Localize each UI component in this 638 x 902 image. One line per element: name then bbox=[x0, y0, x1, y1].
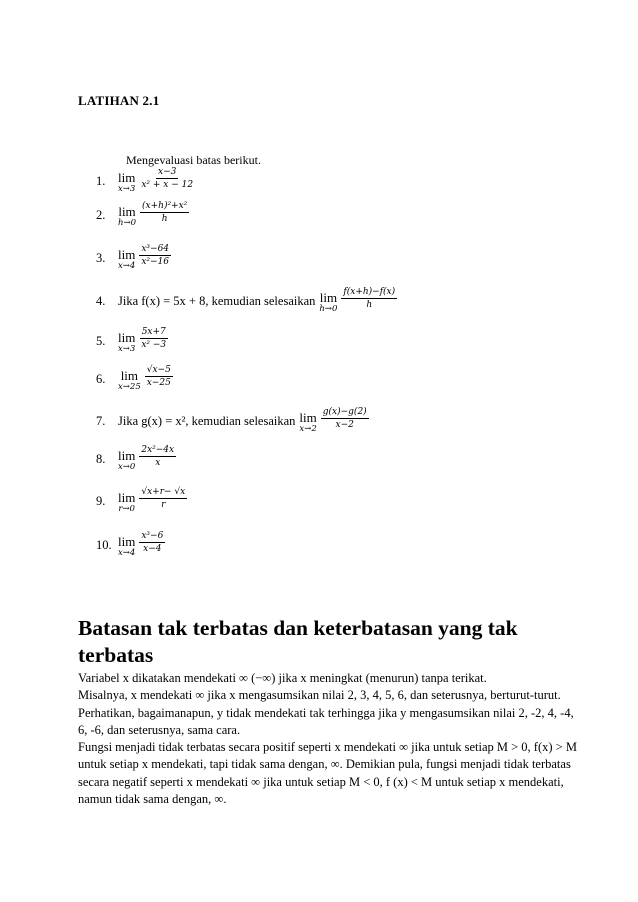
lim-subscript: r→0 bbox=[118, 503, 135, 514]
exercise-item bbox=[96, 201, 189, 228]
item-prefix: Jika f(x) = 5x + 8, kemudian selesaikan bbox=[118, 294, 316, 309]
lim-word: lim bbox=[120, 367, 139, 383]
limit-operator bbox=[118, 331, 135, 354]
denominator: r bbox=[161, 500, 166, 511]
fraction bbox=[321, 407, 369, 431]
denominator: x² + x − 12 bbox=[141, 180, 194, 191]
exercise-item bbox=[96, 487, 187, 514]
body-line-1: Variabel x dikatakan mendekati ∞ (−∞) jika x meningkat (menurun) tanpa terikat. bbox=[78, 671, 487, 685]
numerator: 5x+7 bbox=[140, 327, 168, 339]
fraction bbox=[140, 201, 189, 225]
body-line-3: Fungsi menjadi tidak terbatas secara positif seperti x mendekati ∞ jika untuk setiap M > 0, f(x) > M untuk setiap x mendekati, tapi tidak sama dengan, ∞. Demikian pula, fungsi menjadi tidak terbatas secara negatif seperti x mendekati ∞ jika untuk setiap M < 0, f (x) < M untuk setiap x mendekati, namun tidak sama dengan, ∞. bbox=[78, 740, 577, 806]
lim-word: lim bbox=[118, 447, 136, 463]
limit-operator bbox=[118, 171, 135, 194]
numerator: √x−5 bbox=[145, 365, 173, 377]
exercise-item bbox=[96, 167, 195, 194]
limit-operator bbox=[118, 535, 135, 558]
item-number: 1. bbox=[96, 174, 106, 189]
lim-word: lim bbox=[118, 329, 136, 345]
fraction bbox=[341, 287, 397, 311]
item-number: 10. bbox=[96, 538, 112, 553]
lim-word: lim bbox=[319, 289, 338, 305]
item-prefix: Jika g(x) = x², kemudian selesaikan bbox=[118, 414, 296, 429]
exercise-item bbox=[96, 407, 369, 434]
denominator: x²−16 bbox=[141, 257, 170, 268]
lim-subscript: x→25 bbox=[118, 381, 141, 392]
lim-subscript: h→0 bbox=[319, 303, 338, 314]
lim-word: lim bbox=[118, 169, 136, 185]
exercise-intro: Mengevaluasi batas berikut. bbox=[126, 153, 261, 167]
limit-operator bbox=[319, 291, 337, 314]
exercise-item bbox=[96, 531, 165, 558]
limit-operator bbox=[118, 369, 141, 392]
fraction bbox=[139, 167, 195, 191]
limit-operator bbox=[118, 491, 135, 514]
exercise-item bbox=[96, 365, 173, 392]
lim-subscript: x→2 bbox=[299, 423, 317, 434]
item-number: 6. bbox=[96, 372, 106, 387]
lim-subscript: x→3 bbox=[118, 343, 136, 354]
exercise-title: LATIHAN 2.1 bbox=[78, 93, 160, 108]
lim-word: lim bbox=[118, 533, 136, 549]
exercise-item bbox=[96, 327, 168, 354]
limit-operator bbox=[118, 248, 135, 271]
numerator: √x+r− √x bbox=[139, 487, 187, 499]
item-number: 2. bbox=[96, 208, 106, 223]
fraction bbox=[145, 365, 173, 389]
fraction bbox=[139, 327, 168, 351]
numerator: x−3 bbox=[156, 167, 178, 179]
lim-word: lim bbox=[118, 489, 136, 505]
lim-word: lim bbox=[118, 246, 136, 262]
fraction bbox=[139, 487, 187, 511]
item-number: 4. bbox=[96, 294, 106, 309]
fraction bbox=[139, 531, 165, 555]
denominator: x bbox=[155, 458, 161, 469]
denominator: x−25 bbox=[146, 378, 171, 389]
fraction bbox=[139, 244, 171, 268]
lim-word: lim bbox=[118, 203, 136, 219]
numerator: g(x)−g(2) bbox=[321, 407, 369, 419]
item-number: 7. bbox=[96, 414, 106, 429]
lim-subscript: h→0 bbox=[118, 217, 137, 228]
numerator: 2x²−4x bbox=[139, 445, 176, 457]
denominator: x−2 bbox=[335, 420, 354, 431]
section-body bbox=[78, 670, 578, 808]
lim-subscript: x→0 bbox=[118, 461, 136, 472]
item-number: 8. bbox=[96, 452, 106, 467]
limit-operator bbox=[118, 205, 136, 228]
numerator: x³−6 bbox=[139, 531, 165, 543]
lim-subscript: x→4 bbox=[118, 260, 136, 271]
fraction bbox=[139, 445, 176, 469]
denominator: x² −3 bbox=[141, 340, 167, 351]
body-line-2: Misalnya, x mendekati ∞ jika x mengasumsikan nilai 2, 3, 4, 5, 6, dan seterusnya, berturut-turut. Perhatikan, bagaimanapun, y tidak mendekati tak terhingga jika y mengasumsikan nilai 2, -2, 4, -4, 6, -6, dan seterusnya, sama cara. bbox=[78, 688, 574, 737]
item-number: 5. bbox=[96, 334, 106, 349]
numerator: x³−64 bbox=[139, 244, 171, 256]
item-number: 9. bbox=[96, 494, 106, 509]
lim-subscript: x→4 bbox=[118, 547, 136, 558]
lim-word: lim bbox=[299, 409, 317, 425]
denominator: h bbox=[161, 214, 168, 225]
limit-operator bbox=[299, 411, 316, 434]
exercise-item bbox=[96, 445, 176, 472]
denominator: x−4 bbox=[143, 544, 162, 555]
lim-subscript: x→3 bbox=[118, 183, 136, 194]
exercise-item bbox=[96, 287, 397, 314]
item-number: 3. bbox=[96, 251, 106, 266]
numerator: (x+h)²+x² bbox=[140, 201, 189, 213]
numerator: f(x+h)−f(x) bbox=[341, 287, 397, 299]
limit-operator bbox=[118, 449, 135, 472]
denominator: h bbox=[366, 300, 373, 311]
section-heading: Batasan tak terbatas dan keterbatasan yang tak terbatas bbox=[78, 616, 518, 667]
exercise-item bbox=[96, 244, 171, 271]
